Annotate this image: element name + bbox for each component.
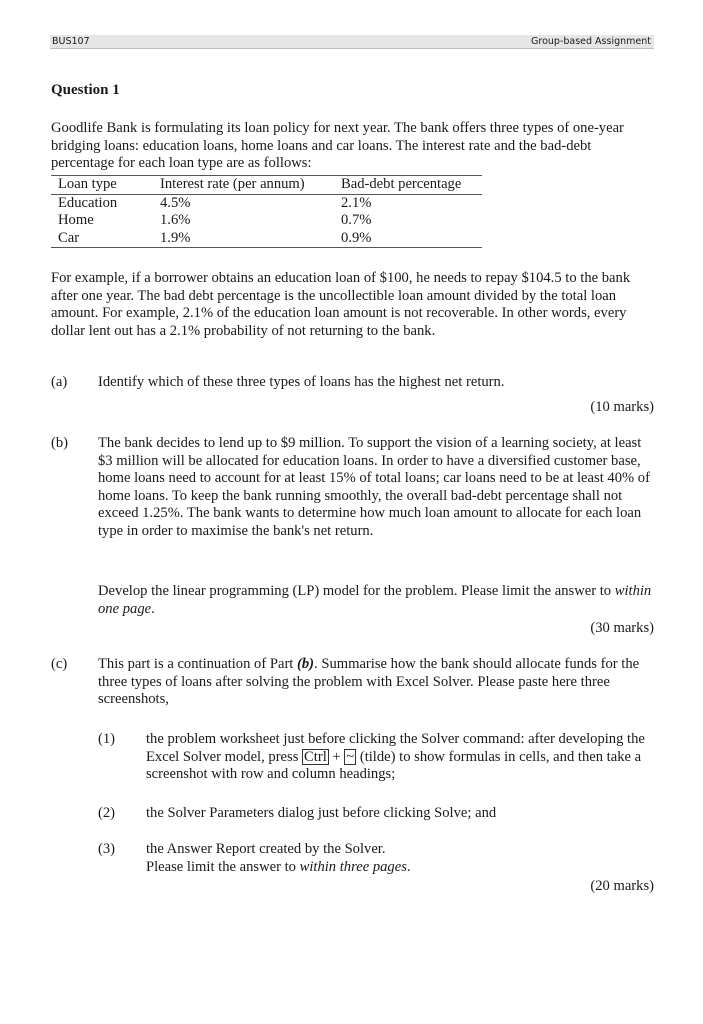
part-c-text: This part is a continuation of Part (b). Summarise how the bank should allocate funds for the three types of loans after solving the problem with Excel Solver. Please paste here three screenshots,: [98, 656, 640, 708]
sub3-text: the Answer Report created by the Solver. Please limit the answer to within three pages.: [146, 841, 411, 875]
table-header-interest: Interest rate (per annum): [160, 176, 305, 192]
table-header-loan-type: Loan type: [58, 176, 117, 192]
table-cell: 1.9%: [160, 229, 191, 246]
part-c-marks: (20 marks): [590, 878, 654, 894]
table-cell: 2.1%: [341, 194, 372, 211]
part-a-marks: (10 marks): [590, 399, 654, 415]
table-row: [51, 212, 482, 230]
example-paragraph: For example, if a borrower obtains an education loan of $100, he needs to repay $104.5 to the bank after one year. The bad debt percentage is the uncollectible loan amount divided by the total loan amount. For example, 2.1% of the education loan amount is not recoverable. In other words, every dollar lent out has a 2.1% probability of not returning to the bank.: [51, 270, 631, 339]
sub1-label: (1): [98, 731, 116, 747]
assignment-type: Group-based Assignment: [531, 36, 651, 47]
table-cell: Home: [58, 212, 94, 229]
sub1-text: the problem worksheet just before clicking the Solver command: after developing the Excel Solver model, press Ctrl + ~ (tilde) to show formulas in cells, and then take a screenshot with row and column headings;: [146, 731, 645, 783]
part-b-text: The bank decides to lend up to $9 million. To support the vision of a learning society, at least $3 million will be allocated for education loans. In order to have a diversified customer base, home loans need to account for at least 15% of total loans; car loans need to be at least 40% of home loans. To keep the bank running smoothly, the overall bad-debt percentage shall not exceed 1.25%. The bank wants to determine how much loan amount to allocate for each loan type in order to maximise the bank's net return.: [98, 435, 650, 539]
table-header-row: [51, 176, 482, 195]
sub2-label: (2): [98, 805, 116, 821]
part-b-marks: (30 marks): [590, 620, 654, 636]
table-cell: Education: [58, 194, 118, 211]
part-b-label: (b): [51, 435, 69, 451]
table-cell: 0.9%: [341, 229, 372, 246]
table-cell: 1.6%: [160, 212, 191, 229]
table-cell: 0.7%: [341, 212, 372, 229]
intro-paragraph: Goodlife Bank is formulating its loan policy for next year. The bank offers three types of one-year bridging loans: education loans, home loans and car loans. The interest rate and the bad-debt percentage for each loan type are as follows:: [51, 120, 624, 172]
question-title: Question 1: [51, 82, 120, 98]
ctrl-key: Ctrl: [304, 748, 327, 765]
table-cell: 4.5%: [160, 194, 191, 211]
sub2-text: the Solver Parameters dialog just before clicking Solve; and: [146, 805, 497, 821]
table-row: [51, 194, 482, 212]
course-code: BUS107: [52, 36, 90, 47]
loan-table: [51, 175, 482, 248]
table-header-bad-debt: Bad-debt percentage: [341, 176, 462, 192]
part-c-label: (c): [51, 656, 68, 672]
table-row: [51, 230, 482, 248]
page-header: [50, 35, 654, 49]
part-b-instruction: Develop the linear programming (LP) model for the problem. Please limit the answer to within one page.: [98, 583, 652, 617]
tilde-key: ~: [346, 748, 355, 765]
sub3-label: (3): [98, 841, 116, 857]
part-a-label: (a): [51, 374, 68, 390]
table-cell: Car: [58, 229, 80, 246]
part-a-text: Identify which of these three types of loans has the highest net return.: [98, 374, 505, 390]
